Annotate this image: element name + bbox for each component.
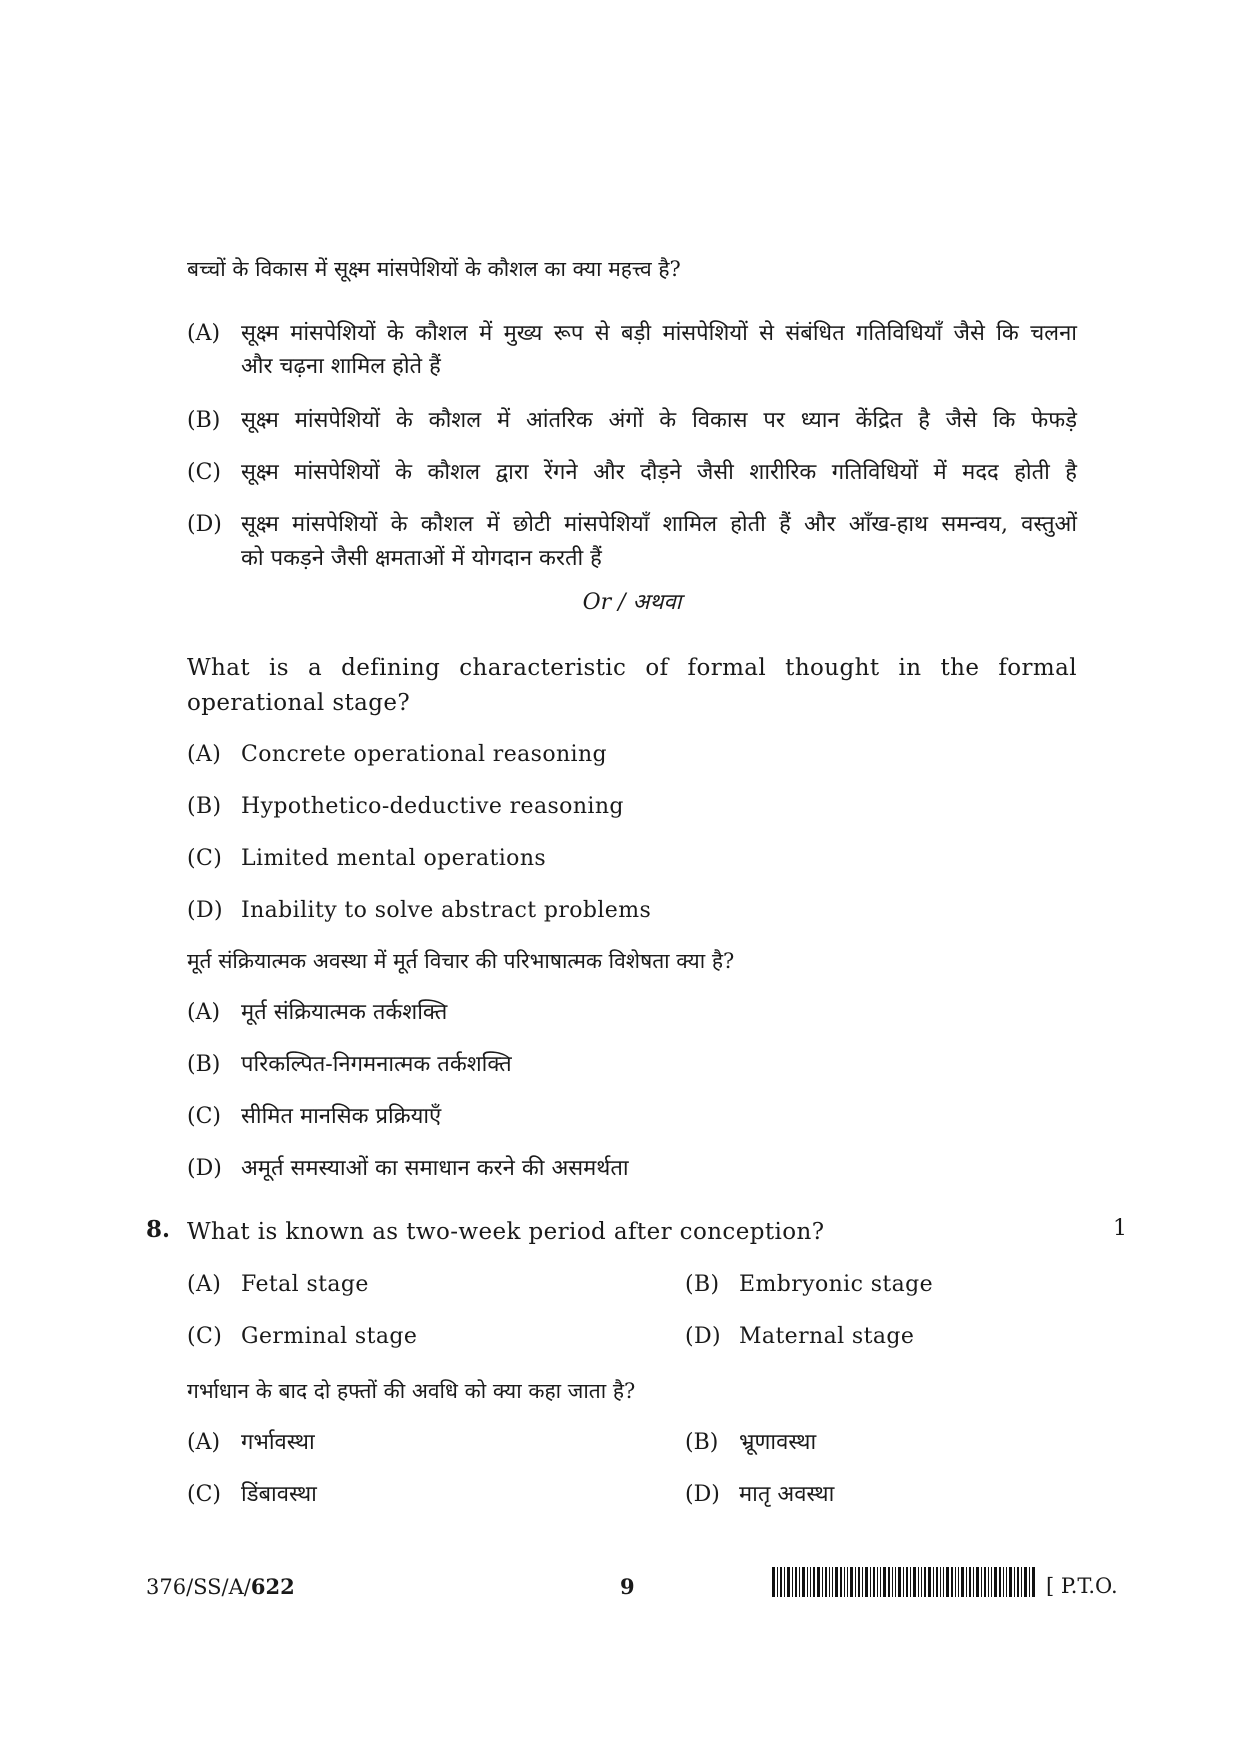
option-text: सूक्ष्म मांसपेशियों के कौशल में आंतरिक अंगों के विकास पर ध्यान केंद्रित है जैसे कि फेफड़े	[241, 408, 1077, 433]
marks: 1	[1113, 1216, 1127, 1241]
option-label: (C)	[187, 460, 221, 485]
option-b	[187, 790, 624, 824]
paper-code	[146, 1574, 295, 1599]
option-a-hindi	[187, 1426, 315, 1460]
option-label: (A)	[187, 1000, 221, 1025]
option-text: परिकल्पित-निगमनात्मक तर्कशक्ति	[241, 1052, 512, 1077]
option-label: (D)	[187, 512, 222, 537]
option-text: मूर्त संक्रियात्मक तर्कशक्ति	[241, 1000, 448, 1025]
option-text: सीमित मानसिक प्रक्रियाएँ	[241, 1104, 442, 1129]
option-b	[685, 1268, 933, 1302]
option-label: (A)	[187, 321, 221, 346]
option-text: सूक्ष्म मांसपेशियों के कौशल में मुख्य रूप से बड़ी मांसपेशियों से संबंधित गतिविधियाँ जैसे कि चलना	[241, 321, 1077, 346]
option-b-hindi	[187, 1048, 512, 1082]
option-d-hindi	[187, 1152, 629, 1186]
option-text: सूक्ष्म मांसपेशियों के कौशल में छोटी मांसपेशियाँ शामिल होती हैं और आँख-हाथ समन्वय, वस्तुओं	[241, 512, 1077, 537]
option-d	[187, 894, 651, 928]
option-text: गर्भावस्था	[241, 1430, 315, 1455]
option-label: (B)	[187, 408, 221, 433]
option-a	[187, 738, 607, 772]
question-text-hindi: गर्भाधान के बाद दो हफ्तों की अवधि को क्या कहा जाता है?	[187, 1379, 636, 1403]
option-text: Embryonic stage	[739, 1272, 934, 1297]
option-label: (C)	[187, 1324, 223, 1349]
option-c	[187, 842, 546, 876]
option-d-hindi	[685, 1478, 834, 1512]
option-text: सूक्ष्म मांसपेशियों के कौशल द्वारा रेंगने और दौड़ने जैसी शारीरिक गतिविधियों में मदद होती है	[241, 460, 1077, 485]
option-text: Fetal stage	[241, 1272, 369, 1297]
option-text: भ्रूणावस्था	[739, 1430, 817, 1455]
option-label: (D)	[187, 1156, 222, 1181]
option-label: (D)	[685, 1324, 722, 1349]
paper-code-number: 622	[250, 1574, 295, 1599]
option-label: (C)	[187, 1104, 221, 1129]
option-text: Germinal stage	[241, 1324, 418, 1349]
option-a-hindi	[187, 996, 447, 1030]
option-c-hindi	[187, 1478, 317, 1512]
pto-label: [ P.T.O.	[1046, 1574, 1118, 1598]
question-text-continued: operational stage?	[187, 690, 411, 716]
option-c	[187, 1320, 417, 1354]
option-text: Limited mental operations	[241, 846, 547, 871]
option-label: (B)	[187, 1052, 221, 1077]
option-label: (B)	[187, 794, 222, 819]
barcode	[772, 1567, 1035, 1597]
option-label: (B)	[685, 1430, 719, 1455]
option-text: अमूर्त समस्याओं का समाधान करने की असमर्थता	[241, 1156, 629, 1181]
paper-code-prefix: 376/SS/A/	[146, 1575, 251, 1599]
option-d	[685, 1320, 914, 1354]
option-label: (D)	[685, 1482, 720, 1507]
page-number: 9	[620, 1574, 635, 1599]
option-label: (A)	[187, 742, 222, 767]
option-text-continued: को पकड़ने जैसी क्षमताओं में योगदान करती हैं	[241, 546, 602, 571]
option-text: डिंबावस्था	[241, 1482, 317, 1507]
or-separator: Or / अथवा	[582, 590, 682, 615]
option-b-hindi	[685, 1426, 816, 1460]
option-text: Inability to solve abstract problems	[241, 898, 652, 923]
option-text: Concrete operational reasoning	[241, 742, 608, 767]
option-a	[187, 1268, 369, 1302]
question-number: 8.	[146, 1216, 171, 1243]
option-text: Maternal stage	[739, 1324, 915, 1349]
option-label: (A)	[187, 1272, 222, 1297]
option-text: Hypothetico-deductive reasoning	[241, 794, 624, 819]
question-text: What is known as two-week period after conception?	[187, 1219, 825, 1245]
option-label: (D)	[187, 898, 224, 923]
option-label: (C)	[187, 1482, 221, 1507]
question-text: What is a defining characteristic of formal thought in the formal	[187, 655, 1077, 681]
question-text-hindi: मूर्त संक्रियात्मक अवस्था में मूर्त विचार की परिभाषात्मक विशेषता क्या है?	[187, 949, 735, 973]
option-label: (B)	[685, 1272, 720, 1297]
option-label: (A)	[187, 1430, 221, 1455]
question-text-hindi: बच्चों के विकास में सूक्ष्म मांसपेशियों के कौशल का क्या महत्त्व है?	[187, 257, 681, 281]
option-text: मातृ अवस्था	[739, 1482, 835, 1507]
option-label: (C)	[187, 846, 223, 871]
option-c-hindi	[187, 1100, 441, 1134]
option-text-continued: और चढ़ना शामिल होते हैं	[241, 354, 441, 379]
